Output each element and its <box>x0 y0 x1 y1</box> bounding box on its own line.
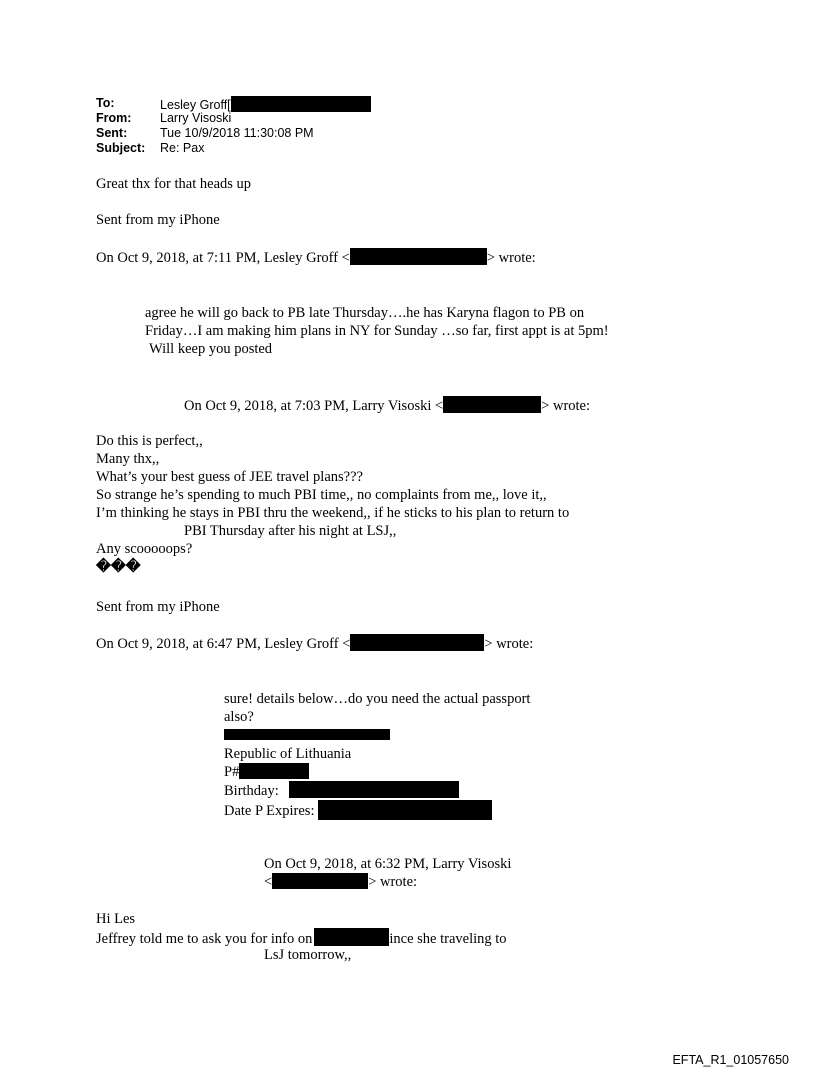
subject-label: Subject: <box>96 141 146 155</box>
quote3-birthday <box>224 781 459 800</box>
birthday-label: Birthday: <box>224 783 279 799</box>
reply-line: Great thx for that heads up <box>96 176 252 192</box>
attribution-text: > wrote: <box>486 250 536 266</box>
quote4-line: Hi Les <box>96 911 136 927</box>
quote2-line: Do this is perfect,, <box>96 433 203 449</box>
quote2-attribution <box>184 396 590 415</box>
attribution-text: < <box>264 874 273 890</box>
redaction-bar <box>350 248 487 265</box>
quote3-line: also? <box>224 709 254 725</box>
quote1-line: agree he will go back to PB late Thursday….he has Karyna flagon to PB on <box>145 305 585 321</box>
from-label: From: <box>96 111 132 125</box>
quote4-attribution-line2 <box>264 873 417 891</box>
quote4-attribution-line1: On Oct 9, 2018, at 6:32 PM, Larry Visoski <box>264 856 512 872</box>
sent-value: Tue 10/9/2018 11:30:08 PM <box>160 126 314 140</box>
quote1-line: Friday…I am making him plans in NY for Sunday …so far, first appt is at 5pm! <box>145 323 609 339</box>
quote2-signature: Sent from my iPhone <box>96 599 220 615</box>
quote1-line: Will keep you posted <box>149 341 273 357</box>
quote2-line: PBI Thursday after his night at LSJ,, <box>184 523 397 539</box>
attribution-text: On Oct 9, 2018, at 7:11 PM, Lesley Groff < <box>96 250 350 266</box>
quote4-text: Jeffrey told me to ask you for info on <box>96 931 313 947</box>
quote4-line: LsJ tomorrow,, <box>264 947 352 963</box>
redaction-bar <box>314 928 389 946</box>
from-value: Larry Visoski <box>160 111 232 125</box>
quote2-line: Any scooooops? <box>96 541 193 557</box>
quote3-line: sure! details below…do you need the actual passport <box>224 691 531 707</box>
sent-label: Sent: <box>96 126 128 140</box>
quote3-country: Republic of Lithuania <box>224 746 352 762</box>
attribution-text: On Oct 9, 2018, at 6:47 PM, Lesley Groff < <box>96 636 351 652</box>
attribution-text: > wrote: <box>541 398 591 414</box>
attribution-text: > wrote: <box>368 874 418 890</box>
to-value <box>160 96 371 112</box>
quote3-attribution <box>96 634 533 653</box>
redaction-bar <box>224 729 390 740</box>
quote2-line: So strange he’s spending to much PBI time,, no complaints from me,, love it,, <box>96 487 547 503</box>
bates-number: EFTA_R1_01057650 <box>672 1053 789 1067</box>
quote4-line <box>96 928 507 948</box>
to-label: To: <box>96 96 115 110</box>
redaction-bar <box>318 800 492 820</box>
reply-signature: Sent from my iPhone <box>96 212 220 228</box>
quote3-passport <box>224 763 309 781</box>
passport-label: P# <box>224 764 240 780</box>
quote4-text: ince she traveling to <box>389 931 507 947</box>
redaction-bar <box>272 873 368 889</box>
redaction-bar <box>239 763 309 779</box>
quote3-expires <box>224 800 492 820</box>
redaction-bar <box>289 781 459 798</box>
attribution-text: > wrote: <box>484 636 534 652</box>
to-recipient: Lesley Groff[ <box>160 98 231 112</box>
quote2-line: Many thx,, <box>96 451 160 467</box>
quote1-attribution <box>96 248 536 267</box>
attribution-text: On Oct 9, 2018, at 7:03 PM, Larry Visoski < <box>184 398 444 414</box>
expires-label: Date P Expires: <box>224 803 315 819</box>
redaction-bar <box>350 634 484 651</box>
quote2-line: What’s your best guess of JEE travel plans??? <box>96 469 363 485</box>
subject-value: Re: Pax <box>160 141 205 155</box>
redaction-bar <box>443 396 541 413</box>
quote2-emoji-line: ��� <box>96 559 141 575</box>
redaction-bar <box>231 96 371 112</box>
quote2-line: I’m thinking he stays in PBI thru the weekend,, if he sticks to his plan to return to <box>96 505 570 521</box>
